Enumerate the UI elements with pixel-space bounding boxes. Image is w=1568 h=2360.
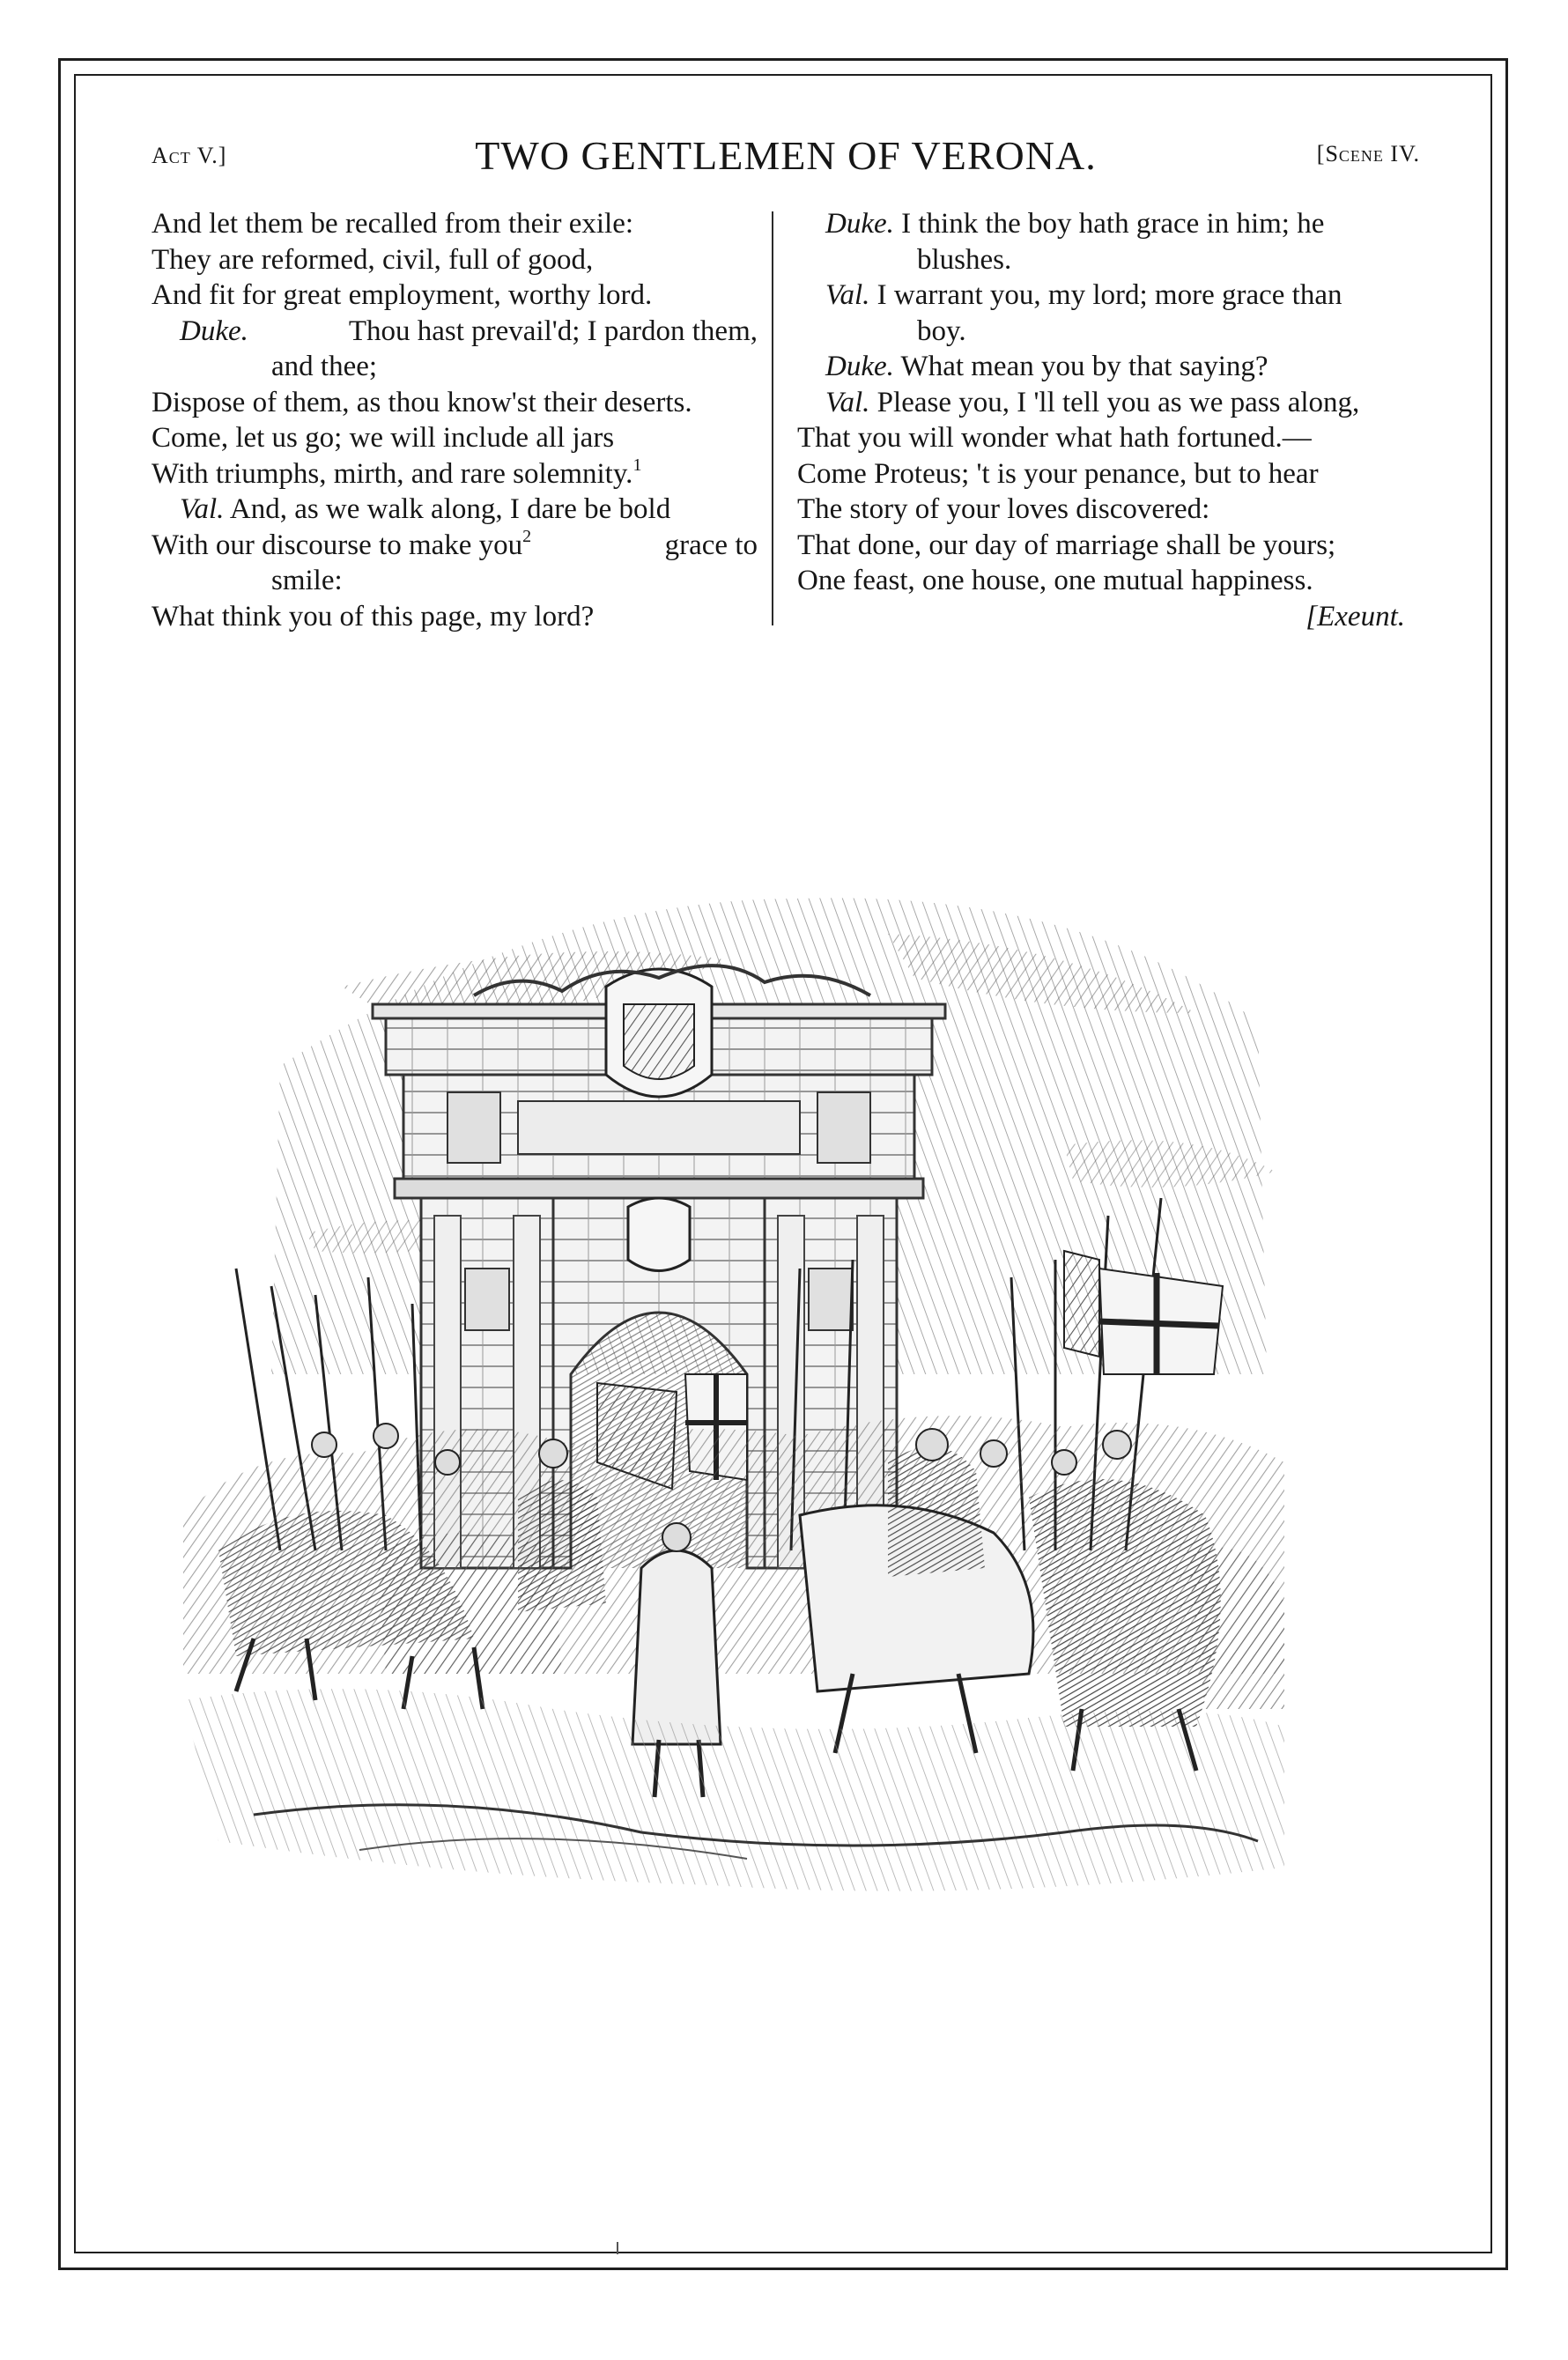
scene-label: [Scene IV. [1316, 141, 1420, 166]
verse-line: boy. [917, 314, 966, 347]
frame-top-outer [58, 58, 1508, 61]
verse-line: Duke. I think the boy hath grace in him; he [825, 208, 1325, 240]
speaker-name: Duke. [180, 314, 248, 347]
running-header [152, 132, 1420, 185]
verse-line: Dispose of them, as thou know'st their deserts. [152, 386, 692, 418]
column-divider [772, 211, 773, 625]
speaker-name: Duke. [825, 208, 894, 240]
verse-line: Come, let us go; we will include all jars [152, 422, 615, 454]
speaker-name: Val. [180, 493, 225, 525]
verse-line: Come Proteus; 't is your penance, but to hear [797, 457, 1319, 490]
speaker-name: Val. [825, 279, 870, 311]
text-column-right [797, 206, 1405, 634]
engraving-illustration [183, 881, 1390, 1938]
verse-line: The story of your loves discovered: [797, 493, 1210, 525]
footnote-marker: 1 [632, 455, 642, 475]
frame-bottom-outer [58, 2268, 1508, 2270]
verse-line: smile: [271, 565, 343, 596]
verse-line: Val. Please you, I 'll tell you as we pass along, [825, 386, 1360, 418]
ground-foreground [183, 1689, 1284, 1891]
speaker-name: Duke. [825, 351, 894, 382]
frame-top-inner [74, 74, 1492, 76]
verse-line: They are reformed, civil, full of good, [152, 243, 594, 276]
frame-left-inner [74, 74, 76, 2253]
frame-right-inner [1490, 74, 1492, 2253]
verse-line: Duke. Thou hast prevail'd; I pardon them, [180, 314, 758, 347]
verse-line: and thee; [271, 351, 378, 382]
verse-line: What think you of this page, my lord? [152, 600, 595, 633]
verse-line: blushes. [917, 243, 1012, 276]
verse-line: One feast, one house, one mutual happiness. [797, 565, 1313, 596]
frame-bottom-inner [74, 2252, 1492, 2253]
verse-line: And let them be recalled from their exile: [152, 208, 634, 240]
print-mark [617, 2242, 618, 2254]
verse-line: Val. I warrant you, my lord; more grace than [825, 279, 1342, 311]
verse-line: With triumphs, mirth, and rare solemnity.$^1$ [152, 455, 642, 490]
frame-right-outer [1505, 58, 1508, 2269]
verse-line: With our discourse to make you$^2$ grace to [152, 526, 758, 561]
stage-direction: [Exeunt. [1305, 600, 1405, 633]
verse-line: That done, our day of marriage shall be yours; [797, 529, 1336, 561]
text-column-left [152, 206, 758, 634]
verse-line: Val. And, as we walk along, I dare be bold [180, 493, 671, 525]
page-title: TWO GENTLEMEN OF VERONA. [475, 133, 1097, 178]
footnote-marker: 2 [522, 526, 532, 546]
act-label: Act V.] [152, 143, 227, 168]
verse-line: That you will wonder what hath fortuned.— [797, 422, 1312, 454]
verse-line: Duke. What mean you by that saying? [825, 351, 1268, 382]
frame-left-outer [58, 58, 61, 2269]
speaker-name: Val. [825, 386, 870, 418]
verse-line: And fit for great employment, worthy lord. [152, 279, 653, 311]
